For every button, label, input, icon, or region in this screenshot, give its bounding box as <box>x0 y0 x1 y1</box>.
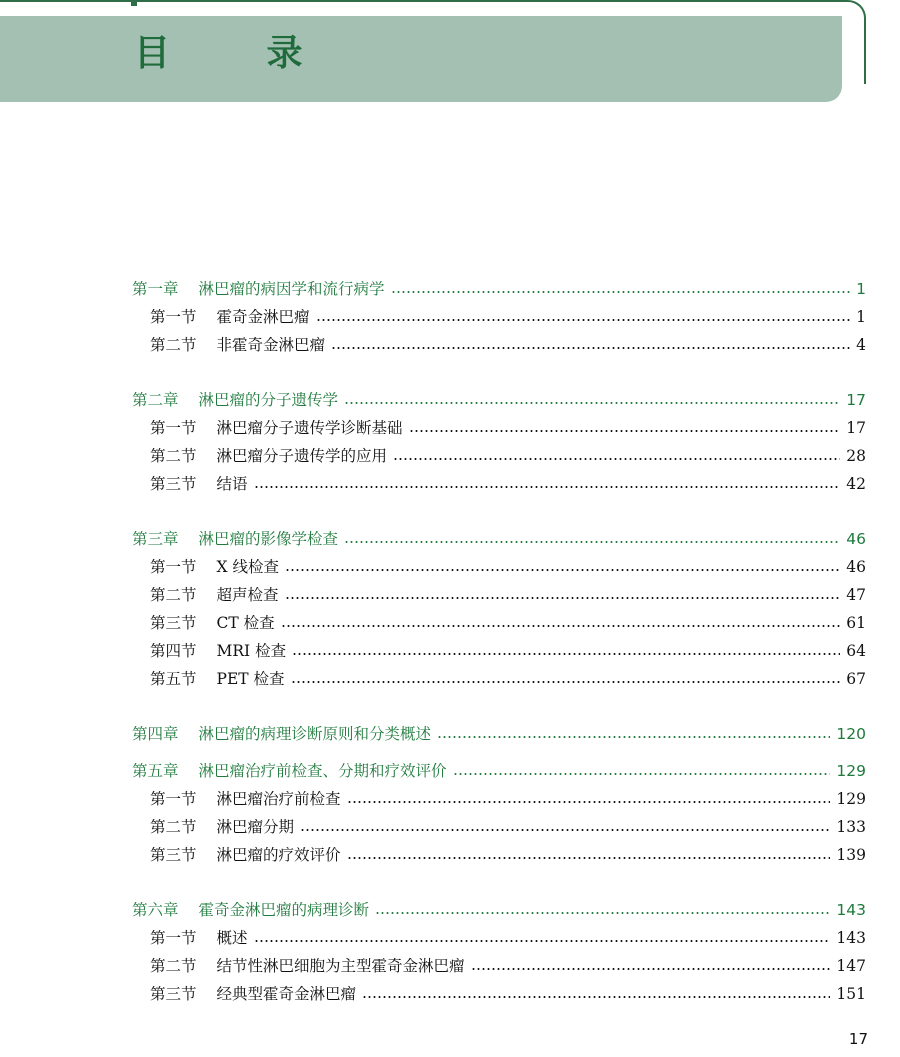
dot-leader <box>344 402 840 404</box>
dot-leader <box>471 968 831 970</box>
toc-section-entry[interactable] <box>150 844 866 866</box>
dot-leader <box>281 625 841 627</box>
chapter-page-number: 143 <box>836 901 866 919</box>
section-title: 概述 <box>216 929 248 947</box>
page-title: 目 录 <box>134 33 345 74</box>
section-title: MRI 检查 <box>216 642 287 660</box>
toc-section-entry[interactable] <box>150 612 866 634</box>
chapter-page-number: 1 <box>856 280 866 298</box>
section-title: 霍奇金淋巴瘤 <box>216 308 310 326</box>
section-page-number: 47 <box>846 586 866 604</box>
section-page-number: 61 <box>846 614 866 632</box>
section-title: 结节性淋巴细胞为主型霍奇金淋巴瘤 <box>216 957 465 975</box>
chapter-page-number: 17 <box>846 391 866 409</box>
chapter-title: 淋巴瘤治疗前检查、分期和疗效评价 <box>198 762 447 780</box>
dot-leader <box>344 541 840 543</box>
section-number: 第一节 <box>150 558 197 576</box>
section-title: 淋巴瘤分子遗传学诊断基础 <box>216 419 403 437</box>
dot-leader <box>391 291 850 293</box>
section-page-number: 151 <box>836 985 866 1003</box>
toc-section-entry[interactable] <box>150 927 866 949</box>
chapter-title: 淋巴瘤的病理诊断原则和分类概述 <box>198 725 432 743</box>
chapter-number: 第五章 <box>132 762 179 780</box>
toc-chapter-entry[interactable] <box>132 760 866 782</box>
section-number: 第二节 <box>150 586 197 604</box>
dot-leader <box>300 829 830 831</box>
dot-leader <box>437 736 830 738</box>
toc-section-entry[interactable] <box>150 445 866 467</box>
section-title: CT 检查 <box>216 614 275 632</box>
toc-section-entry[interactable] <box>150 556 866 578</box>
dot-leader <box>292 653 840 655</box>
dot-leader <box>347 801 831 803</box>
chapter-title: 淋巴瘤的分子遗传学 <box>198 391 339 409</box>
section-page-number: 28 <box>846 447 866 465</box>
section-title: X 线检查 <box>216 558 279 576</box>
section-page-number: 139 <box>836 846 866 864</box>
section-title: 结语 <box>216 475 248 493</box>
toc-section-entry[interactable] <box>150 334 866 356</box>
section-number: 第二节 <box>150 957 197 975</box>
section-title: 经典型霍奇金淋巴瘤 <box>216 985 357 1003</box>
chapter-number: 第一章 <box>132 280 179 298</box>
section-title: 超声检查 <box>216 586 279 604</box>
toc-chapter-entry[interactable] <box>132 528 866 550</box>
chapter-title: 霍奇金淋巴瘤的病理诊断 <box>198 901 370 919</box>
toc-section-entry[interactable] <box>150 983 866 1005</box>
section-title: PET 检查 <box>216 670 285 688</box>
chapter-page-number: 129 <box>836 762 866 780</box>
chapter-page-number: 46 <box>846 530 866 548</box>
section-number: 第三节 <box>150 846 197 864</box>
toc-section-entry[interactable] <box>150 473 866 495</box>
dot-leader <box>254 486 841 488</box>
section-title: 淋巴瘤治疗前检查 <box>216 790 341 808</box>
section-page-number: 46 <box>846 558 866 576</box>
toc-section-entry[interactable] <box>150 788 866 810</box>
dot-leader <box>254 940 831 942</box>
page-number: 17 <box>848 1030 868 1048</box>
section-number: 第二节 <box>150 818 197 836</box>
section-page-number: 1 <box>856 308 866 326</box>
section-number: 第一节 <box>150 419 197 437</box>
section-number: 第三节 <box>150 614 197 632</box>
toc-section-entry[interactable] <box>150 306 866 328</box>
toc-section-entry[interactable] <box>150 816 866 838</box>
section-number: 第四节 <box>150 642 197 660</box>
chapter-number: 第六章 <box>132 901 179 919</box>
section-title: 淋巴瘤分子遗传学的应用 <box>216 447 388 465</box>
toc-chapter-entry[interactable] <box>132 899 866 921</box>
toc-chapter-entry[interactable] <box>132 723 866 745</box>
section-number: 第五节 <box>150 670 197 688</box>
dot-leader <box>375 912 830 914</box>
dot-leader <box>291 681 841 683</box>
section-number: 第二节 <box>150 336 197 354</box>
section-title: 淋巴瘤的疗效评价 <box>216 846 341 864</box>
dot-leader <box>285 597 841 599</box>
section-number: 第二节 <box>150 447 197 465</box>
section-page-number: 147 <box>836 957 866 975</box>
toc-section-entry[interactable] <box>150 640 866 662</box>
toc-chapter-entry[interactable] <box>132 389 866 411</box>
dot-leader <box>409 430 841 432</box>
chapter-title: 淋巴瘤的病因学和流行病学 <box>198 280 385 298</box>
section-page-number: 67 <box>846 670 866 688</box>
section-number: 第一节 <box>150 929 197 947</box>
section-number: 第三节 <box>150 985 197 1003</box>
section-page-number: 42 <box>846 475 866 493</box>
section-number: 第三节 <box>150 475 197 493</box>
toc-section-entry[interactable] <box>150 417 866 439</box>
dot-leader <box>393 458 840 460</box>
section-page-number: 133 <box>836 818 866 836</box>
toc-section-entry[interactable] <box>150 668 866 690</box>
dot-leader <box>347 857 831 859</box>
section-page-number: 64 <box>846 642 866 660</box>
chapter-title: 淋巴瘤的影像学检查 <box>198 530 339 548</box>
section-number: 第一节 <box>150 308 197 326</box>
toc-section-entry[interactable] <box>150 955 866 977</box>
dot-leader <box>453 773 831 775</box>
dot-leader <box>285 569 840 571</box>
toc-section-entry[interactable] <box>150 584 866 606</box>
section-title: 淋巴瘤分期 <box>216 818 295 836</box>
section-title: 非霍奇金淋巴瘤 <box>216 336 326 354</box>
section-page-number: 4 <box>856 336 866 354</box>
dot-leader <box>331 347 850 349</box>
dot-leader <box>316 319 850 321</box>
chapter-number: 第四章 <box>132 725 179 743</box>
dot-leader <box>362 996 830 998</box>
chapter-number: 第二章 <box>132 391 179 409</box>
section-page-number: 17 <box>846 419 866 437</box>
chapter-number: 第三章 <box>132 530 179 548</box>
toc-chapter-entry[interactable] <box>132 278 866 300</box>
chapter-page-number: 120 <box>836 725 866 743</box>
section-page-number: 143 <box>836 929 866 947</box>
section-page-number: 129 <box>836 790 866 808</box>
section-number: 第一节 <box>150 790 197 808</box>
